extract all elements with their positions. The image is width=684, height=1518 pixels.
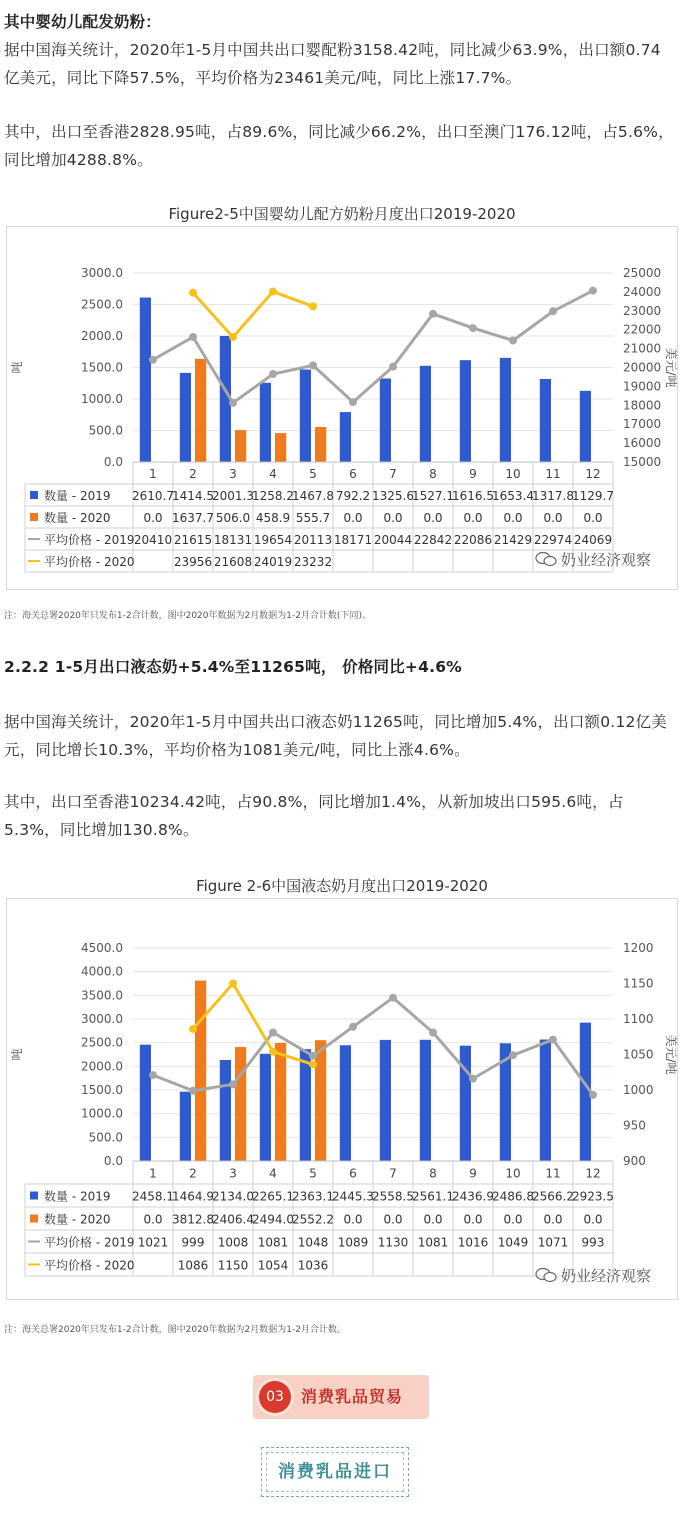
data-label: 0.0: [383, 510, 403, 525]
y2-axis-label: 美元/吨: [664, 347, 677, 388]
data-label: 2436.9: [452, 1189, 494, 1204]
data-label: 2923.5: [572, 1189, 614, 1204]
wechat-icon: [535, 1267, 557, 1283]
x-tick-label: 4: [269, 466, 277, 481]
bar-2019: [180, 1092, 191, 1161]
point-price-2020: [269, 1048, 277, 1056]
y2-tick-label: 900: [623, 1154, 646, 1168]
point-price-2019: [469, 324, 477, 332]
point-price-2019: [149, 356, 157, 364]
data-label: 0.0: [143, 510, 163, 525]
x-tick-label: 8: [429, 1166, 437, 1181]
point-price-2019: [589, 287, 597, 295]
section1-heading: 其中婴幼儿配发奶粉：: [4, 13, 162, 31]
chart2-watermark: [535, 1265, 651, 1286]
bar-2019: [340, 412, 351, 462]
point-price-2019: [309, 1052, 317, 1060]
wechat-icon: [535, 551, 557, 567]
y-tick-label: 0.0: [103, 455, 123, 469]
bar-2019: [380, 378, 391, 462]
data-label: 1021: [137, 1235, 169, 1250]
point-price-2020: [189, 289, 197, 297]
point-price-2019: [229, 399, 237, 407]
data-label: 0.0: [583, 1212, 603, 1227]
x-tick-label: 7: [389, 1166, 397, 1181]
data-label: 0.0: [343, 510, 363, 525]
subheading-box: [261, 1447, 409, 1497]
data-label: 1637.7: [172, 510, 214, 525]
data-label: 993: [581, 1235, 605, 1250]
x-tick-label: 4: [269, 1166, 277, 1181]
data-label: 2363.1: [292, 1189, 334, 1204]
data-label: 506.0: [215, 510, 251, 525]
y2-tick-label: 25000: [623, 266, 662, 280]
line-price-2019: [153, 291, 593, 403]
bar-2019: [420, 366, 431, 462]
bar-2019: [220, 1060, 231, 1161]
point-price-2020: [229, 980, 237, 988]
data-label: 1048: [297, 1235, 329, 1250]
legend-label: 平均价格 - 2019: [44, 532, 135, 547]
point-price-2019: [389, 994, 397, 1002]
data-label: 0.0: [343, 1212, 363, 1227]
y2-tick-label: 19000: [623, 379, 662, 394]
point-price-2019: [589, 1091, 597, 1099]
data-label: 1071: [537, 1235, 569, 1250]
data-label: 999: [181, 1235, 205, 1250]
bar-2020: [275, 1043, 286, 1161]
bar-2019: [540, 1040, 551, 1161]
bar-2019: [500, 358, 511, 462]
data-label: 1036: [297, 1258, 329, 1273]
data-label: 0.0: [463, 510, 483, 525]
data-label: 1653.4: [492, 488, 534, 503]
bar-2019: [140, 1045, 151, 1161]
data-label: 0.0: [383, 1212, 403, 1227]
data-label: 0.0: [423, 510, 443, 525]
legend-swatch: [30, 491, 38, 499]
bar-2020: [315, 1040, 326, 1161]
section2-paragraph-1: 据中国海关统计，2020年1-5月中国共出口液态奶11265吨，同比增加5.4%，出口额0.12亿美元，同比增长10.3%，平均价格为1081美元/吨，同比上涨4.6%。: [4, 713, 667, 759]
data-label: 0.0: [503, 510, 523, 525]
legend-label: 平均价格 - 2020: [44, 1258, 135, 1273]
legend-label: 数量 - 2019: [44, 488, 111, 503]
legend-label: 数量 - 2019: [44, 1189, 111, 1204]
data-label: 1081: [417, 1235, 449, 1250]
data-label: 0.0: [543, 510, 563, 525]
point-price-2019: [189, 1087, 197, 1095]
y2-tick-label: 24000: [623, 284, 662, 299]
bar-2019: [460, 360, 471, 462]
data-label: 24069: [573, 532, 613, 547]
y-tick-label: 500.0: [88, 1130, 123, 1145]
data-label: 0.0: [583, 510, 603, 525]
x-tick-label: 3: [229, 1166, 237, 1181]
chart2-frame: [6, 898, 678, 1300]
data-label: 1325.6: [372, 488, 414, 503]
bar-2019: [340, 1045, 351, 1161]
x-tick-label: 12: [585, 1166, 601, 1181]
bar-2019: [460, 1046, 471, 1161]
x-tick-label: 9: [469, 1166, 477, 1181]
x-tick-label: 5: [309, 466, 317, 481]
data-label: 22086: [453, 532, 493, 547]
y-tick-label: 2000.0: [81, 1059, 123, 1074]
section2-heading: 2.2.2 1-5月出口液态奶+5.4%至11265吨， 价格同比+4.6%: [4, 658, 462, 676]
data-label: 1414.5: [172, 488, 214, 503]
y2-tick-label: 20000: [623, 360, 662, 375]
x-tick-label: 11: [545, 466, 561, 481]
bar-2020: [315, 427, 326, 462]
point-price-2019: [149, 1071, 157, 1079]
y2-tick-label: 950: [623, 1118, 646, 1133]
chart1-title: Figure2-5中国婴幼儿配方奶粉月度出口2019-2020: [168, 205, 516, 223]
chart2-note: 注：海关总署2020年只发布1-2合计数，图中2020年数据为2月数据为1-2月合计数。: [4, 1325, 346, 1335]
y-tick-label: 4500.0: [81, 941, 123, 955]
data-label: 1129.7: [572, 488, 614, 503]
data-label: 1049: [497, 1235, 529, 1250]
legend-swatch: [30, 1215, 38, 1223]
point-price-2019: [429, 310, 437, 318]
x-tick-label: 5: [309, 1166, 317, 1181]
point-price-2019: [389, 363, 397, 371]
y2-axis-label: 美元/吨: [664, 1034, 677, 1075]
x-tick-label: 11: [545, 1166, 561, 1181]
data-label: 1616.5: [452, 488, 494, 503]
data-label: 1086: [177, 1258, 209, 1273]
data-label: 20044: [373, 532, 413, 547]
data-label: 21429: [493, 532, 533, 547]
point-price-2019: [349, 1023, 357, 1031]
point-price-2020: [309, 1060, 317, 1068]
bar-2020: [235, 1047, 246, 1161]
point-price-2020: [229, 333, 237, 341]
data-label: 1081: [257, 1235, 289, 1250]
x-tick-label: 10: [505, 466, 521, 481]
y2-tick-label: 23000: [623, 303, 662, 318]
point-price-2019: [509, 1051, 517, 1059]
section-banner: [253, 1375, 429, 1419]
y2-tick-label: 1000: [623, 1083, 654, 1097]
legend-swatch: [30, 1192, 38, 1200]
bar-2019: [260, 1054, 271, 1161]
legend-label: 平均价格 - 2019: [44, 1235, 135, 1250]
point-price-2020: [309, 302, 317, 310]
point-price-2019: [549, 307, 557, 315]
x-tick-label: 9: [469, 466, 477, 481]
y2-tick-label: 17000: [623, 417, 662, 432]
banner-label: 消费乳品贸易: [301, 1387, 404, 1406]
y-tick-label: 2500.0: [81, 297, 123, 312]
x-tick-label: 7: [389, 466, 397, 481]
data-label: 1258.2: [252, 488, 294, 503]
data-label: 792.2: [335, 488, 371, 503]
y-tick-label: 3500.0: [81, 988, 123, 1003]
data-label: 2566.2: [532, 1189, 574, 1204]
x-tick-label: 2: [189, 466, 197, 481]
y-tick-label: 1500.0: [81, 360, 123, 375]
watermark-text: 奶业经济观察: [561, 551, 652, 569]
data-label: 0.0: [463, 1212, 483, 1227]
banner-number: 03: [259, 1381, 291, 1413]
x-tick-label: 1: [149, 466, 157, 481]
data-label: 1464.9: [172, 1189, 214, 1204]
data-label: 20113: [293, 532, 333, 547]
data-label: 19654: [253, 532, 293, 547]
y2-tick-label: 1050: [623, 1047, 654, 1062]
bar-2020: [195, 359, 206, 462]
y-tick-label: 4000.0: [81, 964, 123, 979]
legend-label: 数量 - 2020: [44, 1212, 111, 1227]
data-label: 1317.8: [532, 488, 574, 503]
point-price-2019: [469, 1075, 477, 1083]
point-price-2019: [269, 370, 277, 378]
data-label: 23232: [293, 554, 333, 569]
point-price-2019: [549, 1036, 557, 1044]
data-label: 1467.8: [292, 488, 334, 503]
y2-tick-label: 16000: [623, 436, 662, 451]
data-label: 1089: [337, 1235, 369, 1250]
data-label: 20410: [133, 532, 173, 547]
data-label: 1130: [377, 1235, 409, 1250]
point-price-2019: [509, 336, 517, 344]
chart1-watermark: [535, 549, 651, 570]
data-label: 2552.2: [292, 1212, 334, 1227]
data-label: 2001.3: [212, 488, 254, 503]
y2-tick-label: 1100: [623, 1012, 654, 1026]
data-label: 2561.1: [412, 1189, 454, 1204]
bar-2020: [275, 433, 286, 462]
chart2-title: Figure 2-6中国液态奶月度出口2019-2020: [196, 877, 488, 895]
data-label: 21615: [173, 532, 213, 547]
data-label: 2610.7: [132, 488, 174, 503]
data-label: 2486.8: [492, 1189, 534, 1204]
data-label: 2494.0: [252, 1212, 294, 1227]
line-price-2020: [193, 292, 313, 338]
chart1-svg: [7, 227, 677, 589]
point-price-2019: [429, 1028, 437, 1036]
data-label: 2458.1: [132, 1189, 174, 1204]
point-price-2019: [269, 1028, 277, 1036]
y-tick-label: 500.0: [88, 423, 123, 438]
data-label: 2406.4: [212, 1212, 254, 1227]
subheading-label: 消费乳品进口: [266, 1452, 404, 1492]
x-tick-label: 6: [349, 1166, 357, 1181]
section2-paragraph-2: 其中，出口至香港10234.42吨，占90.8%，同比增加1.4%，从新加坡出口595.6吨，占5.3%，同比增加130.8%。: [4, 793, 624, 839]
data-label: 2445.3: [332, 1189, 374, 1204]
point-price-2019: [189, 333, 197, 341]
data-label: 458.9: [255, 510, 291, 525]
point-price-2019: [229, 1080, 237, 1088]
data-label: 1527.1: [412, 488, 454, 503]
chart1-frame: [6, 226, 678, 590]
bar-2019: [540, 379, 551, 462]
data-label: 555.7: [295, 510, 331, 525]
data-label: 2134.0: [212, 1189, 254, 1204]
y-tick-label: 1000.0: [81, 392, 123, 406]
point-price-2020: [269, 288, 277, 296]
point-price-2019: [309, 361, 317, 369]
y2-tick-label: 22000: [623, 322, 662, 337]
data-label: 0.0: [503, 1212, 523, 1227]
chart2-svg: [7, 899, 677, 1299]
data-label: 2265.1: [252, 1189, 294, 1204]
data-label: 23956: [173, 554, 213, 569]
x-tick-label: 3: [229, 466, 237, 481]
data-label: 1016: [457, 1235, 489, 1250]
data-label: 24019: [253, 554, 293, 569]
x-tick-label: 1: [149, 1166, 157, 1181]
data-label: 1054: [257, 1258, 289, 1273]
data-label: 22974: [533, 532, 573, 547]
y-tick-label: 1500.0: [81, 1083, 123, 1097]
data-label: 0.0: [423, 1212, 443, 1227]
data-label: 18131: [213, 532, 253, 547]
section1-paragraph-1: 据中国海关统计，2020年1-5月中国共出口婴配粉3158.42吨，同比减少63.9%，出口额0.74亿美元，同比下降57.5%，平均价格为23461美元/吨，同比上涨17.7%。: [4, 41, 661, 87]
y2-tick-label: 1200: [623, 941, 654, 955]
legend-swatch: [30, 513, 38, 521]
bar-2019: [420, 1040, 431, 1161]
bar-2019: [580, 391, 591, 462]
bar-2019: [380, 1040, 391, 1161]
data-label: 3812.8: [172, 1212, 214, 1227]
y-axis-label: 吨: [10, 1048, 24, 1061]
y-tick-label: 1000.0: [81, 1106, 123, 1121]
y2-tick-label: 18000: [623, 398, 662, 413]
data-label: 1150: [217, 1258, 249, 1273]
bar-2020: [235, 430, 246, 462]
watermark-text: 奶业经济观察: [561, 1267, 652, 1285]
line-price-2019: [153, 998, 593, 1095]
y-axis-label: 吨: [10, 361, 24, 374]
x-tick-label: 2: [189, 1166, 197, 1181]
x-tick-label: 8: [429, 466, 437, 481]
x-tick-label: 12: [585, 466, 601, 481]
data-label: 1008: [217, 1235, 249, 1250]
y-tick-label: 0.0: [103, 1154, 123, 1168]
data-label: 21608: [213, 554, 253, 569]
point-price-2020: [189, 1025, 197, 1033]
y-tick-label: 3000.0: [81, 1012, 123, 1026]
data-label: 22842: [413, 532, 453, 547]
chart1-note: 注：海关总署2020年只发布1-2合计数，图中2020年数据为2月数据为1-2月合计数(下同)。: [4, 611, 371, 621]
y-tick-label: 3000.0: [81, 266, 123, 280]
x-tick-label: 10: [505, 1166, 521, 1181]
bar-2019: [140, 298, 151, 462]
section1-paragraph-2: 其中，出口至香港2828.95吨，占89.6%，同比减少66.2%，出口至澳门176.12吨，占5.6%，同比增加4288.8%。: [4, 123, 674, 169]
data-label: 0.0: [143, 1212, 163, 1227]
legend-label: 数量 - 2020: [44, 510, 111, 525]
data-label: 2558.5: [372, 1189, 414, 1204]
legend-label: 平均价格 - 2020: [44, 554, 135, 569]
data-label: 18171: [333, 532, 373, 547]
bar-2019: [260, 383, 271, 462]
data-label: 0.0: [543, 1212, 563, 1227]
bar-2020: [195, 981, 206, 1161]
x-tick-label: 6: [349, 466, 357, 481]
y-tick-label: 2500.0: [81, 1035, 123, 1050]
point-price-2019: [349, 398, 357, 406]
bar-2019: [180, 373, 191, 462]
y2-tick-label: 15000: [623, 455, 662, 469]
y2-tick-label: 1150: [623, 976, 654, 991]
y-tick-label: 2000.0: [81, 329, 123, 343]
bar-2019: [300, 370, 311, 462]
y2-tick-label: 21000: [623, 341, 662, 356]
